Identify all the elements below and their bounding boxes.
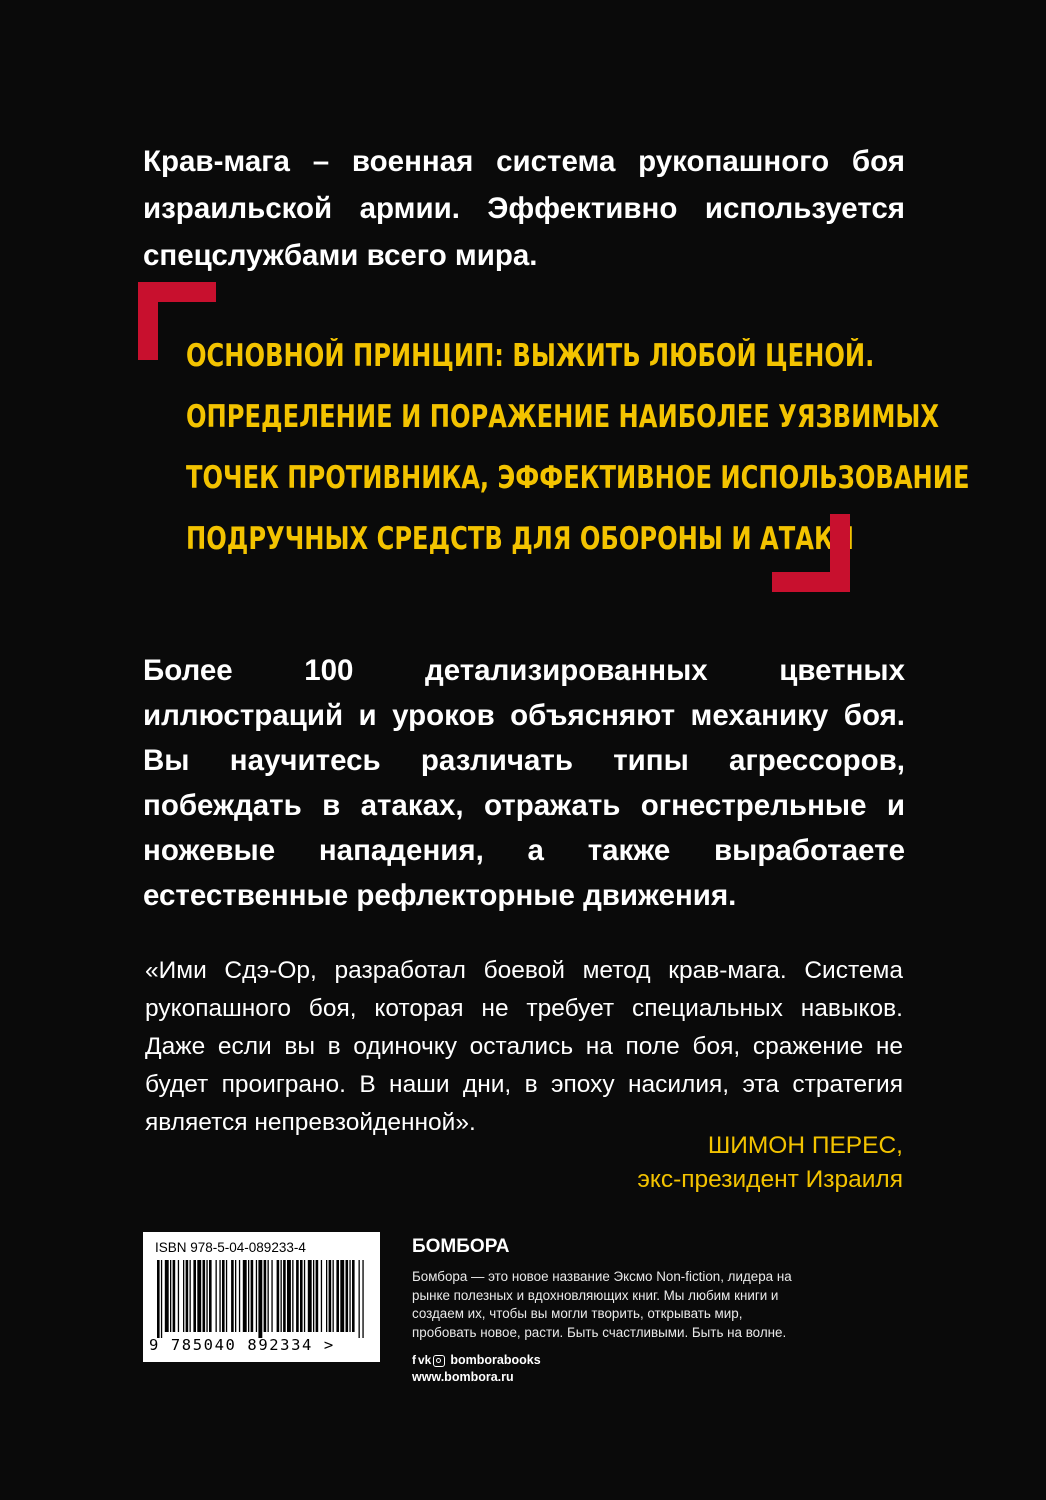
publisher-info: [412, 1234, 792, 1386]
publisher-description: Бомбора — это новое название Эксмо Non-fiction, лидера на рынке полезных и вдохновляющих книг. Мы любим книги и создаем их, чтобы вы могли творить, открывать мир, пробовать новое, расти. Быть счастливыми. Быть на волне.: [412, 1269, 792, 1340]
details-paragraph: Более 100 детализированных цветных иллюстраций и уроков объясняют механику боя. Вы научитесь различать типы агрессоров, побеждать в атаках, отражать огнестрельные и ножевые нападения, а также выработаете естественные рефлекторные движения.: [143, 654, 905, 912]
principle-line: ОПРЕДЕЛЕНИЕ И ПОРАЖЕНИЕ НАИБОЛЕЕ УЯЗВИМЫХ: [186, 399, 940, 435]
facebook-icon: f: [412, 1353, 416, 1367]
testimonial-author: ШИМОН ПЕРЕС,: [707, 1132, 903, 1159]
principle-line: ОСНОВНОЙ ПРИНЦИП: ВЫЖИТЬ ЛЮБОЙ ЦЕНОЙ.: [186, 338, 875, 374]
principle-line: ТОЧЕК ПРОТИВНИКА, ЭФФЕКТИВНОЕ ИСПОЛЬЗОВАНИЕ: [186, 460, 970, 496]
testimonial-quote: «Ими Сдэ-Ор, разработал боевой метод крав-мага. Система рукопашного боя, которая не требует специальных навыков. Даже если вы в одиночку остались на поле боя, сражение не будет проиграно. В наши дни, в эпоху насилия, эта стратегия является непревзойденной».: [145, 957, 903, 1136]
barcode-digits: 9 785040 892334 >: [149, 1336, 335, 1354]
red-bracket-bottom-right: [772, 514, 850, 592]
isbn-label: ISBN 978-5-04-089233-4: [155, 1240, 306, 1255]
intro-paragraph: Крав-мага – военная система рукопашного боя израильской армии. Эффективно используется спецслужбами всего мира.: [143, 145, 905, 272]
principle-quote-block: [138, 282, 970, 592]
social-handle: bomborabooks: [450, 1353, 541, 1367]
publisher-name: БОМБОРА: [412, 1236, 510, 1257]
website-link: www.bombora.ru: [412, 1370, 514, 1384]
barcode-box: [143, 1232, 380, 1362]
principle-line: ПОДРУЧНЫХ СРЕДСТВ ДЛЯ ОБОРОНЫ И АТАКИ: [186, 521, 854, 557]
social-links: [412, 1352, 792, 1369]
principle-text: [186, 326, 970, 570]
vk-icon: vk: [418, 1353, 432, 1367]
instagram-icon: [433, 1355, 445, 1367]
testimonial-author-role: экс-президент Израиля: [637, 1166, 903, 1193]
barcode-image: [157, 1260, 367, 1338]
